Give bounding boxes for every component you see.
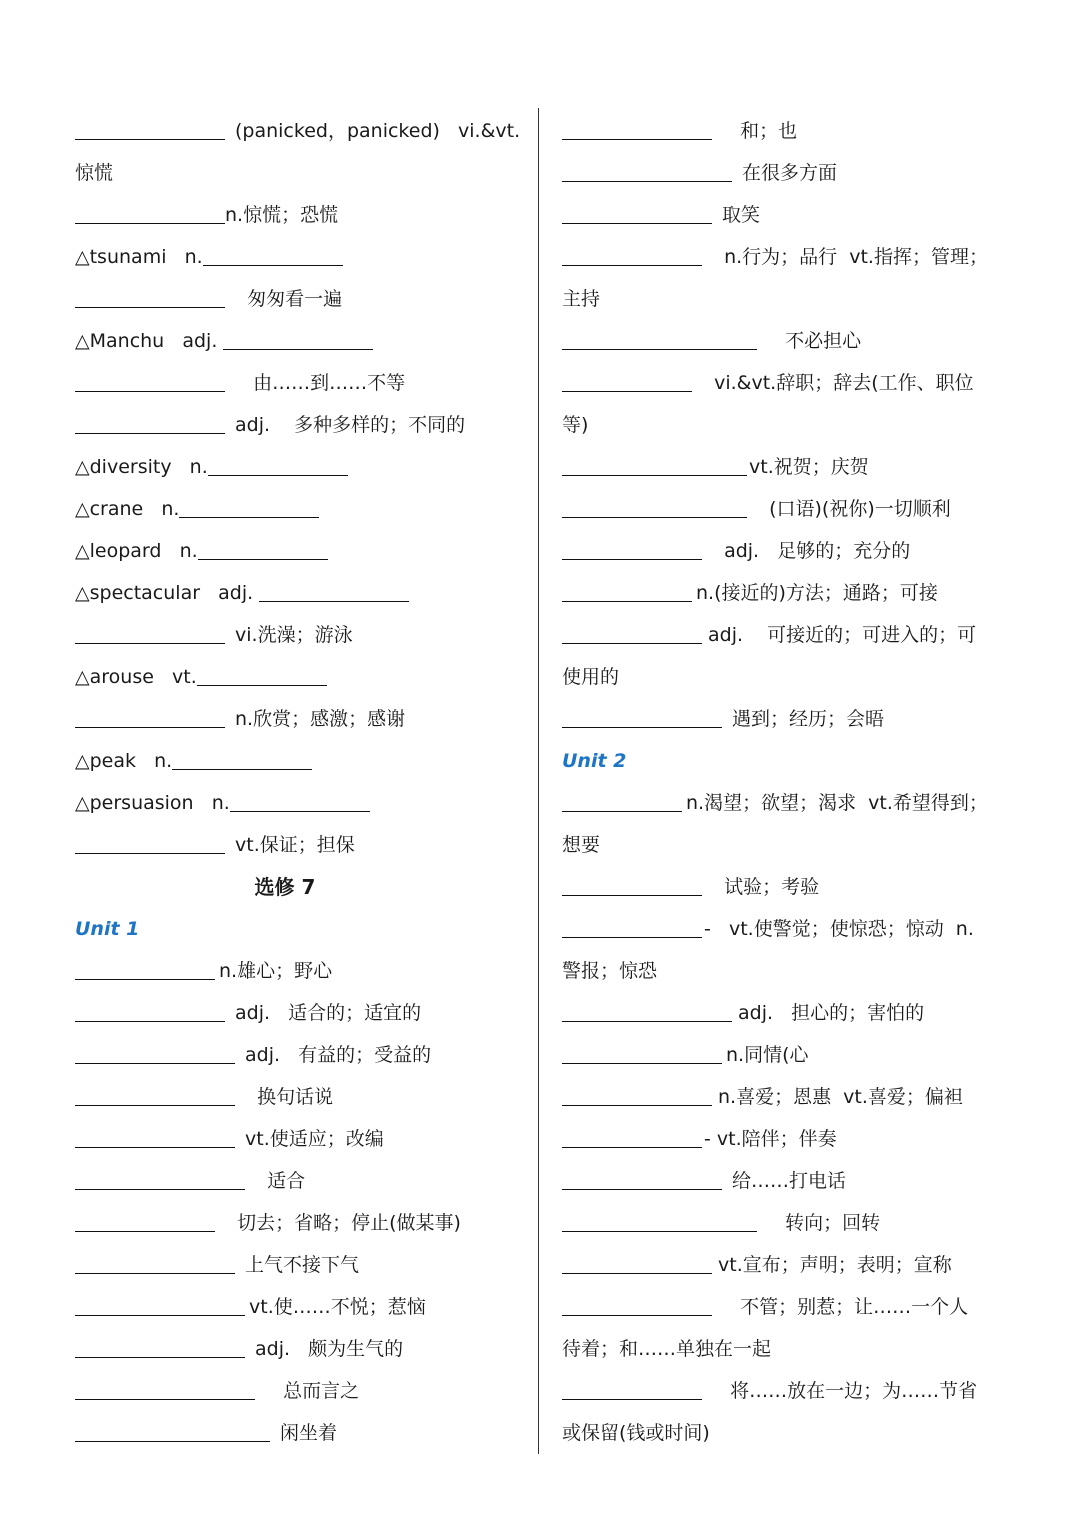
vocab-entry: [562, 362, 1012, 404]
vocab-entry: [75, 950, 525, 992]
vocab-entry: [75, 1370, 525, 1412]
answer-blank[interactable]: [75, 978, 215, 980]
answer-blank[interactable]: [562, 936, 702, 938]
entry-continuation: 或保留(钱或时间): [562, 1422, 710, 1444]
entry-meaning: n.欣赏；感激；感谢: [235, 708, 406, 730]
unit-label: Unit 1: [75, 918, 140, 940]
answer-blank[interactable]: [562, 558, 702, 560]
vocab-entry: [562, 1202, 1012, 1244]
column-divider: [538, 108, 539, 1454]
answer-blank[interactable]: [562, 810, 682, 812]
vocab-entry: [562, 1160, 1012, 1202]
unit-heading: [75, 908, 525, 950]
vocab-entry: [562, 908, 1012, 950]
unit-label: Unit 2: [562, 750, 627, 772]
entry-meaning: 将……放在一边；为……节省: [712, 1380, 978, 1402]
answer-blank[interactable]: [259, 600, 409, 602]
vocab-entry-marked: [75, 236, 525, 278]
answer-blank[interactable]: [562, 1104, 712, 1106]
entry-meaning: adj. 可接近的；可进入的；可: [708, 624, 977, 646]
vocab-entry: [75, 1118, 525, 1160]
vocab-entry: [562, 110, 1012, 152]
vocab-entry: [75, 1202, 525, 1244]
vocab-entry: [75, 1286, 525, 1328]
entry-meaning: 在很多方面: [742, 162, 838, 184]
entry-meaning: n.喜爱；恩惠 vt.喜爱；偏袒: [718, 1086, 963, 1108]
entry-meaning: 适合: [255, 1170, 306, 1192]
vocab-entry: [562, 572, 1012, 614]
vocab-entry: [562, 446, 1012, 488]
entry-meaning: - vt.陪伴；伴奏: [704, 1128, 837, 1150]
entry-meaning: adj. 担心的；害怕的: [738, 1002, 925, 1024]
entry-meaning: vt.使适应；改编: [245, 1128, 384, 1150]
answer-blank[interactable]: [562, 1272, 712, 1274]
entry-word: △leopard n.: [75, 540, 198, 562]
vocab-entry: [562, 614, 1012, 656]
answer-blank[interactable]: [172, 768, 312, 770]
vocab-entry: [75, 1412, 525, 1454]
vocab-entry: [75, 824, 525, 866]
answer-blank[interactable]: [562, 726, 722, 728]
vocab-entry-marked: [75, 740, 525, 782]
entry-continuation: 想要: [562, 834, 601, 856]
answer-blank[interactable]: [208, 474, 348, 476]
vocab-entry-marked: [75, 782, 525, 824]
answer-blank[interactable]: [562, 138, 712, 140]
answer-blank[interactable]: [198, 558, 328, 560]
vocab-entry-marked: [75, 320, 525, 362]
vocab-entry: [562, 488, 1012, 530]
entry-meaning: n.惊慌；恐慌: [225, 204, 339, 226]
entry-meaning: 不必担心: [767, 330, 862, 352]
answer-blank[interactable]: [562, 1062, 722, 1064]
answer-blank[interactable]: [75, 222, 225, 224]
answer-blank[interactable]: [75, 1062, 235, 1064]
entry-meaning: - vt.使警觉；使惊恐；惊动 n.: [704, 918, 974, 940]
vocab-entry: [562, 992, 1012, 1034]
entry-word: △peak n.: [75, 750, 173, 772]
entry-word: △diversity n.: [75, 456, 208, 478]
answer-blank[interactable]: [562, 348, 757, 350]
entry-meaning: 遇到；经历；会晤: [732, 708, 885, 730]
vocab-entry-marked: [75, 656, 525, 698]
vocab-entry: [562, 1244, 1012, 1286]
answer-blank[interactable]: [75, 138, 225, 140]
answer-blank[interactable]: [562, 642, 702, 644]
answer-blank[interactable]: [75, 1356, 245, 1358]
entry-meaning: 匆匆看一遍: [235, 288, 343, 310]
entry-meaning: adj. 足够的；充分的: [712, 540, 911, 562]
unit-heading: [562, 740, 1012, 782]
vocab-entry: [562, 1076, 1012, 1118]
answer-blank[interactable]: [562, 390, 692, 392]
answer-blank[interactable]: [562, 1188, 722, 1190]
answer-blank[interactable]: [562, 1230, 757, 1232]
entry-meaning: vi.&vt.辞职；辞去(工作、职位: [702, 372, 974, 394]
entry-meaning: 和；也: [722, 120, 798, 142]
vocab-entry: [75, 1328, 525, 1370]
vocab-entry: [75, 1160, 525, 1202]
answer-blank[interactable]: [562, 180, 732, 182]
vocab-entry-marked: [75, 530, 525, 572]
answer-blank[interactable]: [75, 1104, 235, 1106]
vocab-entry: [75, 1076, 525, 1118]
entry-meaning: adj. 适合的；适宜的: [235, 1002, 422, 1024]
entry-meaning: 由……到……不等: [235, 372, 406, 394]
vocab-entry: [562, 866, 1012, 908]
answer-blank[interactable]: [75, 1188, 245, 1190]
entry-meaning: 不管；别惹；让……一个人: [722, 1296, 969, 1318]
answer-blank[interactable]: [562, 264, 702, 266]
entry-word: △Manchu adj.: [75, 330, 224, 352]
entry-meaning: adj. 多种多样的；不同的: [235, 414, 466, 436]
entry-word: △spectacular adj.: [75, 582, 260, 604]
entry-meaning: (口语)(祝你)一切顺利: [757, 498, 951, 520]
vocab-entry: [75, 278, 525, 320]
answer-blank[interactable]: [562, 1020, 732, 1022]
vocab-entry: [75, 698, 525, 740]
vocab-entry-marked: [75, 572, 525, 614]
vocab-entry: [562, 194, 1012, 236]
entry-continuation: 使用的: [562, 666, 620, 688]
right-column: [562, 110, 1012, 1454]
vocab-entry: [75, 362, 525, 404]
answer-blank[interactable]: [75, 1398, 255, 1400]
answer-blank[interactable]: [562, 600, 692, 602]
answer-blank[interactable]: [197, 684, 327, 686]
entry-meaning: n.渴望；欲望；渴求 vt.希望得到；: [686, 792, 988, 814]
answer-blank[interactable]: [75, 1146, 235, 1148]
entry-meaning: n.同情(心: [726, 1044, 809, 1066]
entry-meaning: 取笑: [722, 204, 761, 226]
entry-meaning: vt.保证；担保: [235, 834, 355, 856]
answer-blank[interactable]: [75, 306, 225, 308]
answer-blank[interactable]: [75, 1020, 225, 1022]
entry-meaning: 闲坐着: [280, 1422, 338, 1444]
left-column: [75, 110, 525, 1454]
entry-meaning: vt.祝贺；庆贺: [749, 456, 869, 478]
answer-blank[interactable]: [562, 222, 712, 224]
vocab-entry: [75, 992, 525, 1034]
vocab-entry: [562, 1118, 1012, 1160]
entry-continuation: 等): [562, 414, 589, 436]
answer-blank[interactable]: [562, 894, 702, 896]
entry-meaning: n.雄心；野心: [219, 960, 333, 982]
vocab-entry-marked: [75, 446, 525, 488]
entry-continuation: 主持: [562, 288, 601, 310]
entry-meaning: vi.洗澡；游泳: [235, 624, 353, 646]
entry-word: △persuasion n.: [75, 792, 230, 814]
entry-meaning: vt.使……不悦；惹恼: [249, 1296, 426, 1318]
vocab-entry: [75, 1034, 525, 1076]
vocab-entry: [75, 110, 525, 152]
section-heading: 选修 7: [254, 875, 316, 899]
vocab-entry: [562, 782, 1012, 824]
answer-blank[interactable]: [562, 1398, 702, 1400]
vocab-entry: [562, 1370, 1012, 1412]
answer-blank[interactable]: [562, 516, 747, 518]
entry-meaning: vt.宣布；声明；表明；宣称: [718, 1254, 952, 1276]
answer-blank[interactable]: [75, 432, 225, 434]
entry-word: △arouse vt.: [75, 666, 197, 688]
vocab-entry: [562, 236, 1012, 278]
entry-meaning: 给……打电话: [732, 1170, 847, 1192]
entry-meaning: adj. 颇为生气的: [255, 1338, 404, 1360]
entry-meaning: (panicked，panicked) vi.&vt.: [235, 120, 521, 142]
entry-meaning: adj. 有益的；受益的: [245, 1044, 432, 1066]
entry-meaning: 转向；回转: [767, 1212, 881, 1234]
answer-blank[interactable]: [223, 348, 373, 350]
vocab-entry: [562, 152, 1012, 194]
answer-blank[interactable]: [75, 726, 225, 728]
vocab-entry: [75, 404, 525, 446]
entry-continuation: 警报；惊恐: [562, 960, 658, 982]
entry-meaning: 上气不接下气: [245, 1254, 360, 1276]
answer-blank[interactable]: [75, 390, 225, 392]
vocab-entry: [562, 1286, 1012, 1328]
answer-blank[interactable]: [179, 516, 319, 518]
answer-blank[interactable]: [203, 264, 343, 266]
vocab-entry: [562, 698, 1012, 740]
vocab-entry: [75, 614, 525, 656]
entry-meaning: 换句话说: [245, 1086, 334, 1108]
answer-blank[interactable]: [75, 1230, 215, 1232]
vocab-entry-marked: [75, 488, 525, 530]
entry-word: △tsunami n.: [75, 246, 203, 268]
vocab-entry: [562, 1034, 1012, 1076]
vocab-entry: [75, 1244, 525, 1286]
entry-continuation: 待着；和……单独在一起: [562, 1338, 772, 1360]
entry-meaning: 切去；省略；停止(做某事): [225, 1212, 461, 1234]
answer-blank[interactable]: [562, 1146, 702, 1148]
entry-meaning: 试验；考验: [712, 876, 820, 898]
answer-blank[interactable]: [230, 810, 370, 812]
entry-meaning: 总而言之: [265, 1380, 360, 1402]
entry-continuation: 惊慌: [75, 162, 114, 184]
answer-blank[interactable]: [75, 642, 225, 644]
answer-blank[interactable]: [562, 474, 747, 476]
answer-blank[interactable]: [75, 1314, 245, 1316]
entry-word: △crane n.: [75, 498, 180, 520]
answer-blank[interactable]: [75, 1440, 270, 1442]
vocab-entry: [75, 194, 525, 236]
entry-meaning: n.(接近的)方法；通路；可接: [696, 582, 938, 604]
vocab-entry: [562, 530, 1012, 572]
entry-meaning: n.行为；品行 vt.指挥；管理；: [712, 246, 988, 268]
answer-blank[interactable]: [562, 1314, 712, 1316]
vocab-entry: [562, 320, 1012, 362]
answer-blank[interactable]: [75, 852, 225, 854]
answer-blank[interactable]: [75, 1272, 235, 1274]
